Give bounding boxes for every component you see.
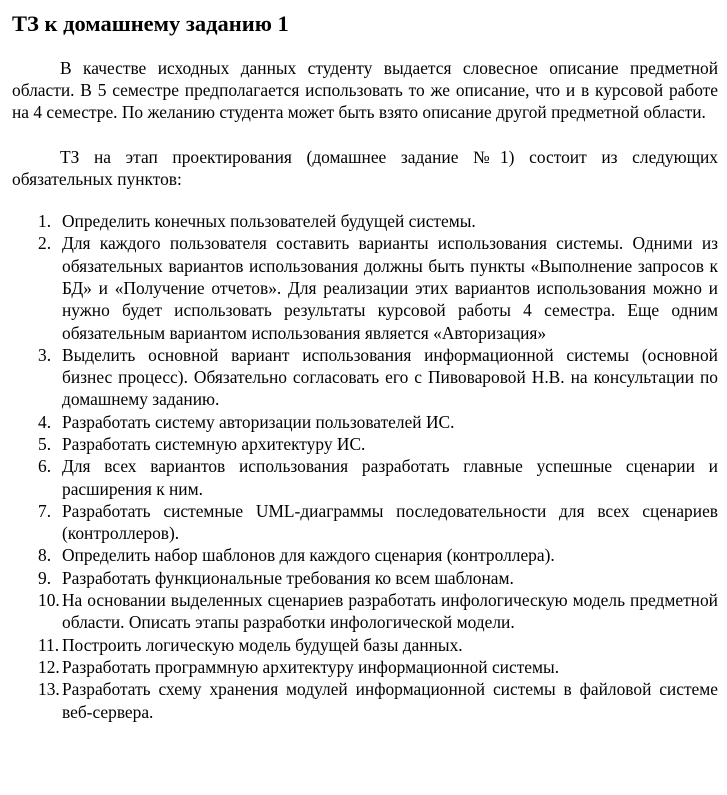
list-item bbox=[12, 656, 718, 678]
list-item-text: Выделить основной вариант использования информационной системы (основной бизнес процесс). Обязательно согласовать его с Пивоваровой Н.В. на консультации по домашнему заданию. bbox=[62, 344, 718, 410]
list-item bbox=[12, 678, 718, 723]
list-item-number: 7. bbox=[38, 500, 52, 521]
list-item-number: 5. bbox=[38, 433, 52, 454]
list-item-number: 13. bbox=[38, 679, 60, 700]
list-item-text: Определить конечных пользователей будущей системы. bbox=[62, 211, 476, 232]
list-item bbox=[12, 567, 718, 589]
list-item-number: 10. bbox=[38, 590, 60, 611]
list-item bbox=[12, 500, 718, 545]
list-item-text: Определить набор шаблонов для каждого сценария (контроллера). bbox=[62, 545, 555, 566]
list-item-text: Разработать системные UML-диаграммы последовательности для всех сценариев (контроллеров). bbox=[62, 500, 718, 544]
list-item-text: Разработать схему хранения модулей информационной системы в файловой системе веб-сервера. bbox=[62, 679, 718, 722]
list-item-number: 9. bbox=[38, 567, 52, 588]
requirements-list bbox=[12, 210, 718, 723]
list-item-text: Разработать функциональные требования ко всем шаблонам. bbox=[62, 567, 514, 588]
list-item bbox=[12, 589, 718, 634]
list-item-number: 11. bbox=[38, 634, 60, 655]
list-item bbox=[12, 232, 718, 343]
list-item-text: Разработать системную архитектуру ИС. bbox=[62, 433, 366, 454]
list-item-number: 8. bbox=[38, 545, 52, 566]
list-item bbox=[12, 544, 718, 566]
list-item-number: 6. bbox=[38, 456, 52, 477]
list-item-text: Для всех вариантов использования разработать главные успешные сценарии и расширения к ним. bbox=[62, 456, 718, 499]
list-item-number: 12. bbox=[38, 656, 60, 677]
list-item-text: Построить логическую модель будущей базы данных. bbox=[62, 634, 463, 655]
list-item bbox=[12, 411, 718, 433]
list-item bbox=[12, 210, 718, 232]
list-item-text: Для каждого пользователя составить варианты использования системы. Одними из обязательных вариантов использования должны быть пункты «Выполнение запросов к БД» и «Получение отчетов». Для реализации этих вариантов использования можно и нужно будет использовать результаты курсовой работы 4 семестра. Еще одним обязательным вариантом использования является «Авторизация» bbox=[62, 233, 718, 343]
list-item bbox=[12, 455, 718, 500]
list-item bbox=[12, 634, 718, 656]
list-item-text: На основании выделенных сценариев разработать инфологическую модель предметной области. Описать этапы разработки инфологической модели. bbox=[62, 590, 718, 633]
document-title: ТЗ к домашнему заданию 1 bbox=[12, 11, 289, 36]
requirements-intro-paragraph: ТЗ на этап проектирования (домашнее задание №1) состоит из следующих обязательных пунктов: bbox=[12, 146, 718, 189]
list-item-text: Разработать программную архитектуру информационной системы. bbox=[62, 656, 560, 677]
list-item-text: Разработать систему авторизации пользователей ИС. bbox=[62, 411, 455, 432]
list-item-number: 1. bbox=[38, 211, 52, 232]
list-item bbox=[12, 344, 718, 411]
list-item bbox=[12, 433, 718, 455]
intro-paragraph: В качестве исходных данных студенту выдается словесное описание предметной области. В 5 семестре предполагается использовать то же описание, что и в курсовой работе на 4 семестре. По желанию студента может быть взято описание другой предметной области. bbox=[12, 58, 718, 123]
list-item-number: 4. bbox=[38, 411, 52, 432]
list-item-number: 3. bbox=[38, 344, 52, 365]
list-item-number: 2. bbox=[38, 233, 52, 254]
